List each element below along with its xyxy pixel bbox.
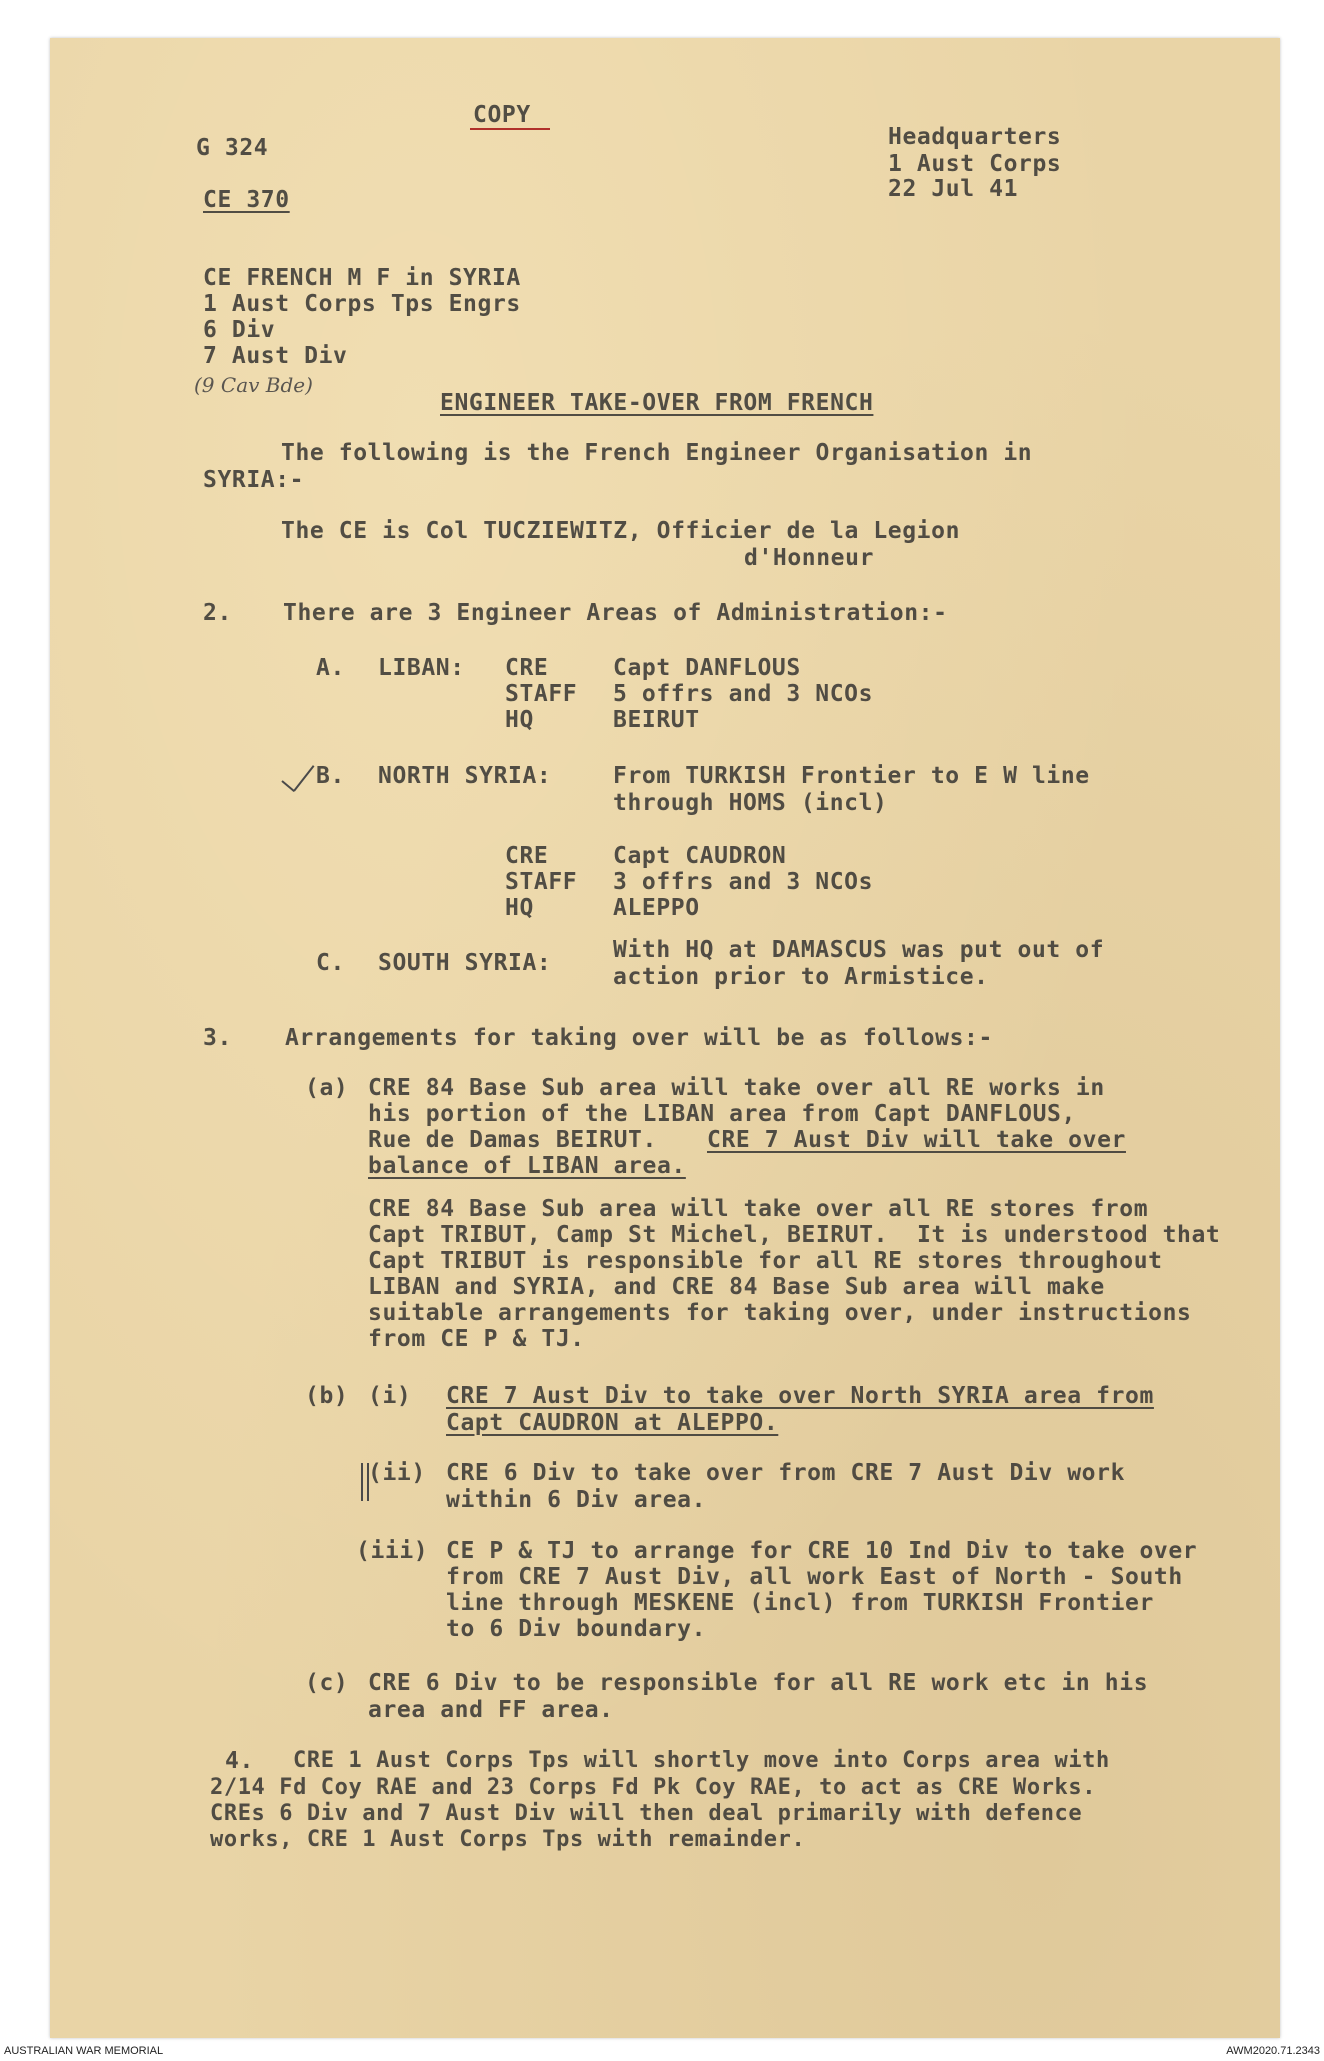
sub-para-line: from CRE 7 Aust Div, all work East of North - South — [446, 1564, 1183, 1590]
para-line: 2/14 Fd Coy RAE and 23 Corps Fd Pk Coy RAE, to act as CRE Works. — [210, 1775, 1097, 1800]
copy-stamp: COPY — [473, 102, 531, 128]
area-name: SOUTH SYRIA: — [378, 950, 552, 976]
sub-para-label: (iii) — [356, 1538, 429, 1564]
para-line: works, CRE 1 Aust Corps Tps with remainder. — [210, 1827, 806, 1852]
area-description: With HQ at DAMASCUS was put out of — [613, 937, 1105, 963]
addressee: 7 Aust Div — [203, 343, 348, 369]
field-value: Capt CAUDRON — [613, 843, 787, 869]
ce-line: d'Honneur — [744, 545, 875, 571]
sub-para-line: his portion of the LIBAN area from Capt DANFLOUS, — [368, 1101, 1076, 1127]
sub-para-line: Capt TRIBUT, Camp St Michel, BEIRUT. It is understood that — [368, 1222, 1221, 1248]
handwritten-note: (9 Cav Bde) — [194, 373, 313, 397]
sub-para-label: (c) — [305, 1670, 349, 1696]
reference-number: G 324 — [196, 135, 269, 161]
para-text: Arrangements for taking over will be as follows:- — [285, 1025, 993, 1051]
sub-para-line-underlined: Capt CAUDRON at ALEPPO. — [446, 1410, 779, 1436]
ce-line: The CE is Col TUCZIEWITZ, Officier de la Legion — [281, 518, 961, 544]
field-key: HQ — [505, 895, 534, 921]
sub-para-line: to 6 Div boundary. — [446, 1616, 707, 1642]
addressee: CE FRENCH M F in SYRIA — [203, 265, 521, 291]
field-value: ALEPPO — [613, 895, 700, 921]
margin-mark — [361, 1463, 363, 1501]
addressee: 6 Div — [203, 317, 276, 343]
sub-para-line: Capt TRIBUT is responsible for all RE stores throughout — [368, 1248, 1163, 1274]
sub-para-line: Rue de Damas BEIRUT. — [368, 1127, 657, 1153]
sub-para-line-underlined: CRE 7 Aust Div will take over — [707, 1127, 1126, 1153]
hq-line-1: Headquarters — [888, 124, 1062, 150]
sub-para-line: CRE 6 Div to be responsible for all RE work etc in his — [368, 1670, 1149, 1696]
sub-para-label: (b) — [305, 1383, 349, 1409]
sub-para-line: within 6 Div area. — [446, 1487, 707, 1513]
sub-para-line: CRE 84 Base Sub area will take over all RE works in — [368, 1075, 1105, 1101]
para-number: 3. — [203, 1025, 232, 1051]
para-number: 2. — [203, 600, 232, 626]
intro-line: The following is the French Engineer Organisation in — [281, 440, 1033, 466]
para-text: There are 3 Engineer Areas of Administration:- — [283, 600, 948, 626]
sub-para-line: LIBAN and SYRIA, and CRE 84 Base Sub area will make — [368, 1274, 1105, 1300]
field-key: HQ — [505, 707, 534, 733]
field-value: BEIRUT — [613, 707, 700, 733]
field-key: STAFF — [505, 869, 578, 895]
area-label: B. — [316, 763, 345, 789]
area-description: action prior to Armistice. — [613, 964, 989, 990]
para-line: CRE 1 Aust Corps Tps will shortly move into Corps area with — [293, 1748, 1110, 1773]
hq-line-2: 1 Aust Corps — [888, 151, 1062, 177]
field-value: 5 offrs and 3 NCOs — [613, 681, 874, 707]
sub-para-line: line through MESKENE (incl) from TURKISH Frontier — [446, 1590, 1154, 1616]
sub-para-label: (ii) — [368, 1460, 426, 1486]
field-value: 3 offrs and 3 NCOs — [613, 869, 874, 895]
document-title: ENGINEER TAKE-OVER FROM FRENCH — [440, 390, 874, 416]
intro-line: SYRIA:- — [203, 467, 305, 493]
area-description: From TURKISH Frontier to E W line — [613, 763, 1090, 789]
sub-para-label: (i) — [368, 1383, 412, 1409]
field-value: Capt DANFLOUS — [613, 655, 801, 681]
area-name: LIBAN: — [378, 655, 465, 681]
area-name: NORTH SYRIA: — [378, 763, 552, 789]
sub-para-line: from CE P & TJ. — [368, 1326, 585, 1352]
field-key: CRE — [505, 843, 549, 869]
sub-para-line-underlined: CRE 7 Aust Div to take over North SYRIA area from — [446, 1383, 1154, 1409]
sub-para-line: CRE 84 Base Sub area will take over all RE stores from — [368, 1196, 1149, 1222]
field-key: STAFF — [505, 681, 578, 707]
ce-reference: CE 370 — [203, 187, 290, 213]
area-label: A. — [316, 655, 345, 681]
footer-right: AWM2020.71.2343 — [1226, 2045, 1320, 2057]
addressee: 1 Aust Corps Tps Engrs — [203, 291, 521, 317]
para-line: CREs 6 Div and 7 Aust Div will then deal primarily with defence — [210, 1801, 1083, 1826]
footer-left: AUSTRALIAN WAR MEMORIAL — [4, 2045, 164, 2057]
sub-para-line: area and FF area. — [368, 1697, 614, 1723]
para-number: 4. — [225, 1748, 254, 1774]
sub-para-line: CE P & TJ to arrange for CRE 10 Ind Div to take over — [446, 1538, 1198, 1564]
hq-date: 22 Jul 41 — [888, 176, 1019, 202]
area-description: through HOMS (incl) — [613, 790, 888, 816]
field-key: CRE — [505, 655, 549, 681]
sub-para-line: suitable arrangements for taking over, under instructions — [368, 1300, 1192, 1326]
sub-para-line-underlined: balance of LIBAN area. — [368, 1153, 686, 1179]
sub-para-line: CRE 6 Div to take over from CRE 7 Aust Div work — [446, 1460, 1126, 1486]
sub-para-label: (a) — [305, 1075, 349, 1101]
copy-underline — [470, 128, 550, 130]
area-label: C. — [316, 950, 345, 976]
